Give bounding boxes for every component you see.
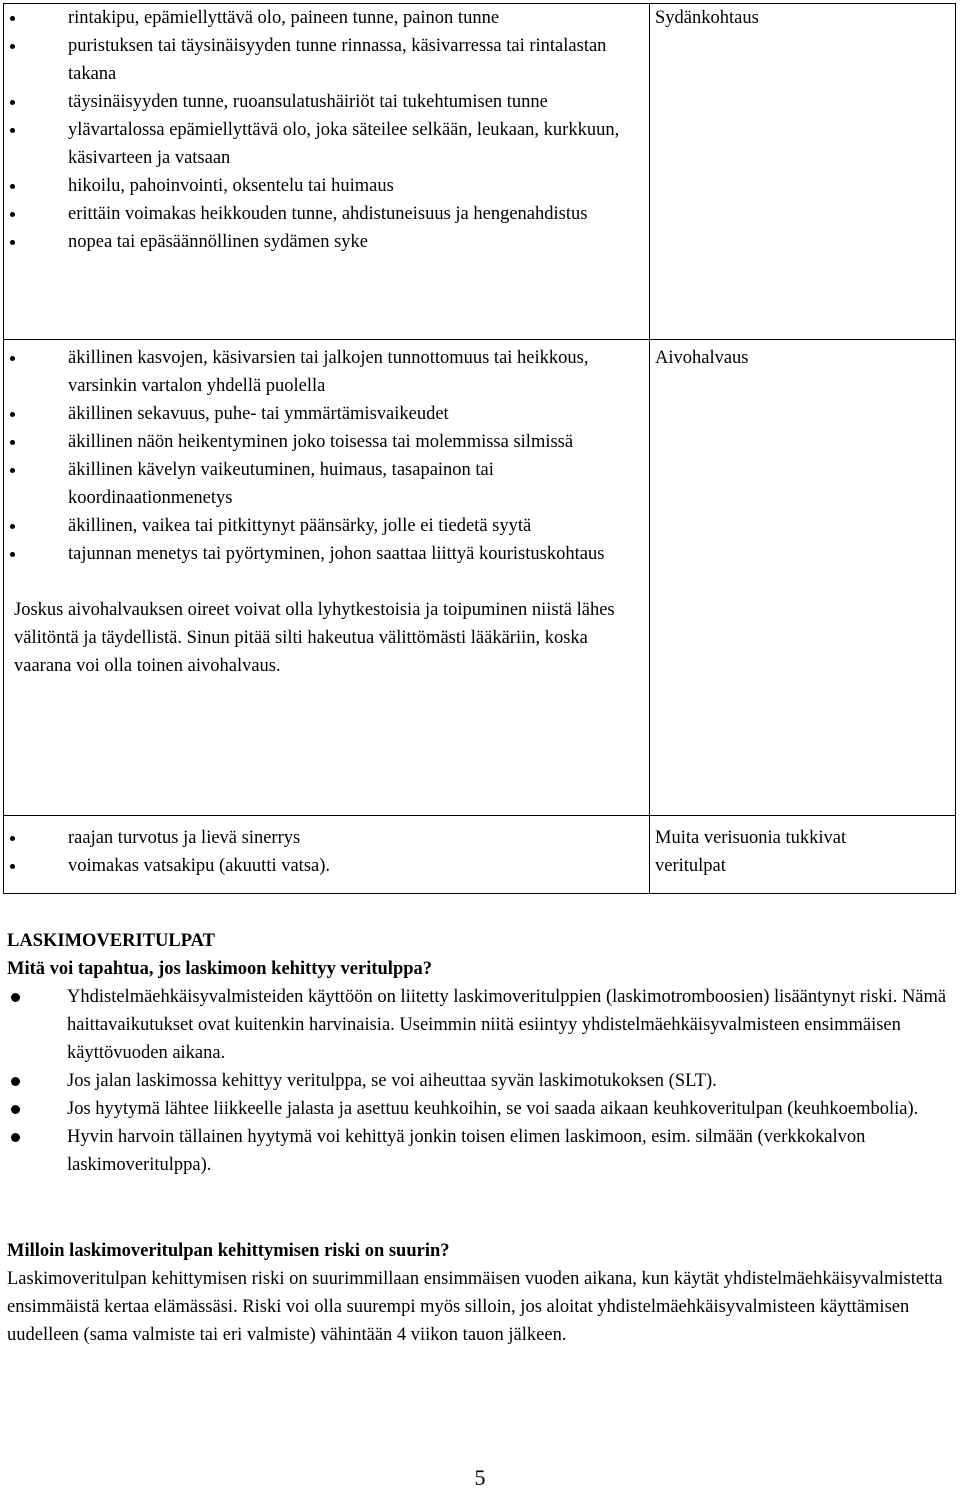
table-row <box>4 816 956 894</box>
section-heading: LASKIMOVERITULPAT <box>7 931 215 951</box>
list-item: raajan turvotus ja lievä sinerrys <box>4 824 649 852</box>
table-row <box>4 4 956 340</box>
symptom-list <box>4 824 649 880</box>
list-item: äkillinen kävelyn vaikeutuminen, huimaus, tasapainon tai koordinaationmenetys <box>4 456 649 512</box>
condition-label: Muita verisuonia tukkivat veritulpat <box>655 828 847 876</box>
table-row <box>4 340 956 816</box>
list-item: puristuksen tai täysinäisyyden tunne rinnassa, käsivarressa tai rintalastan takana <box>4 32 649 88</box>
symptom-cell <box>4 816 650 894</box>
list-item: Hyvin harvoin tällainen hyytymä voi kehittyä jonkin toisen elimen laskimoon, esim. silmään (verkkokalvon laskimoveritulppa). <box>7 1123 952 1179</box>
condition-label: Aivohalvaus <box>655 348 749 368</box>
list-item: äkillinen kasvojen, käsivarsien tai jalkojen tunnottomuus tai heikkous, varsinkin vartalon yhdellä puolella <box>4 344 649 400</box>
symptom-cell <box>4 4 650 340</box>
section-subheading: Mitä voi tapahtua, jos laskimoon kehittyy veritulppa? <box>7 959 433 979</box>
list-item: Jos hyytymä lähtee liikkeelle jalasta ja asettuu keuhkoihin, se voi saada aikaan keuhkoveritulpan (keuhkoembolia). <box>7 1095 952 1123</box>
condition-cell <box>650 340 956 816</box>
risk-paragraph: Laskimoveritulpan kehittymisen riski on suurimmillaan ensimmäisen vuoden aikana, kun käytät yhdistelmäehkäisyvalmistetta ensimmäistä kertaa elämässäsi. Riski voi olla suurempi myös silloin, jos aloitat yhdistelmäehkäisyvalmisteen käyttämisen uudelleen (sama valmiste tai eri valmiste) vähintään 4 viikon tauon jälkeen. <box>7 1269 943 1345</box>
list-item: Yhdistelmäehkäisyvalmisteiden käyttöön on liitetty laskimoveritulppien (laskimotromboosien) lisääntynyt riski. Nämä haittavaikutukset ovat kuitenkin harvinaisia. Useimmin niitä esiintyy yhdistelmäehkäisyvalmisteen ensimmäisen käyttövuoden aikana. <box>7 983 952 1067</box>
venous-bullet-list <box>7 983 952 1179</box>
list-item: nopea tai epäsäännöllinen sydämen syke <box>4 228 649 256</box>
list-item: ylävartalossa epämiellyttävä olo, joka säteilee selkään, leukaan, kurkkuun, käsivarteen ja vatsaan <box>4 116 649 172</box>
list-item: äkillinen näön heikentyminen joko toisessa tai molemmissa silmissä <box>4 428 649 456</box>
list-item: äkillinen, vaikea tai pitkittynyt päänsärky, jolle ei tiedetä syytä <box>4 512 649 540</box>
list-item: voimakas vatsakipu (akuutti vatsa). <box>4 852 649 880</box>
list-item: Jos jalan laskimossa kehittyy veritulppa, se voi aiheuttaa syvän laskimotukoksen (SLT). <box>7 1067 952 1095</box>
condition-label: Sydänkohtaus <box>655 8 759 28</box>
list-item: erittäin voimakas heikkouden tunne, ahdistuneisuus ja hengenahdistus <box>4 200 649 228</box>
symptom-cell <box>4 340 650 816</box>
symptom-table <box>3 3 956 894</box>
list-item: äkillinen sekavuus, puhe- tai ymmärtämisvaikeudet <box>4 400 649 428</box>
venous-section <box>7 927 952 1179</box>
symptom-list <box>4 4 649 256</box>
condition-cell <box>650 4 956 340</box>
list-item: hikoilu, pahoinvointi, oksentelu tai huimaus <box>4 172 649 200</box>
section-heading: Milloin laskimoveritulpan kehittymisen riski on suurin? <box>7 1241 450 1261</box>
page-number: 5 <box>474 1465 486 1490</box>
list-item: rintakipu, epämiellyttävä olo, paineen tunne, painon tunne <box>4 4 649 32</box>
list-item: täysinäisyyden tunne, ruoansulatushäiriöt tai tukehtumisen tunne <box>4 88 649 116</box>
stroke-note: Joskus aivohalvauksen oireet voivat olla lyhytkestoisia ja toipuminen niistä lähes välitöntä ja täydellistä. Sinun pitää silti hakeutua välittömästi lääkäriin, koska vaarana voi olla toinen aivohalvaus. <box>14 600 615 676</box>
list-item: tajunnan menetys tai pyörtyminen, johon saattaa liittyä kouristuskohtaus <box>4 540 649 568</box>
risk-section <box>7 1237 952 1349</box>
symptom-list <box>4 344 649 568</box>
condition-cell <box>650 816 956 894</box>
